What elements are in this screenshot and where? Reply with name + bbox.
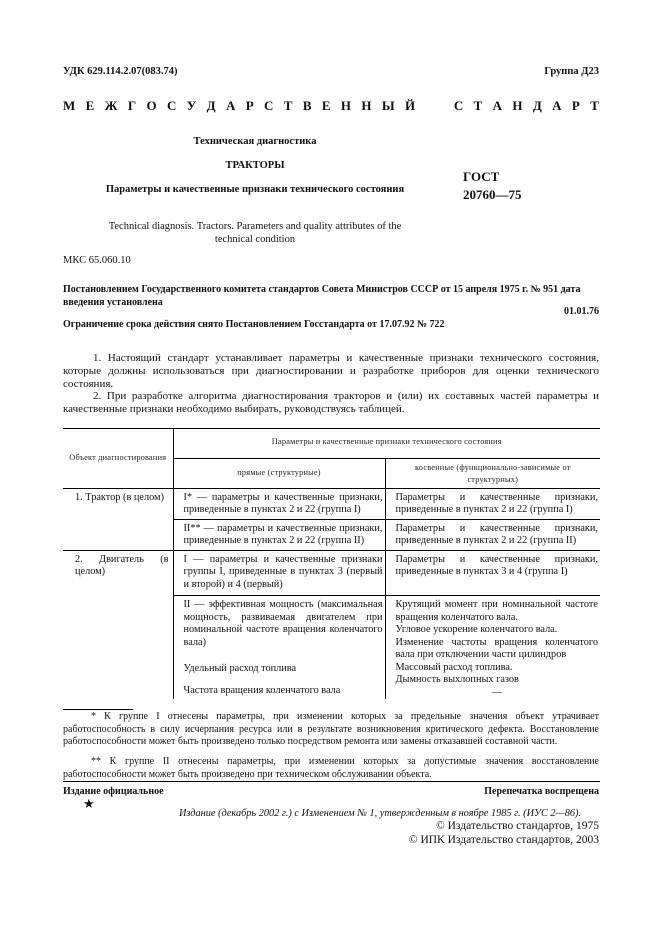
footer-divider — [63, 781, 600, 782]
header-indirect: косвенные (функционально-зависимые от структурных) — [385, 458, 600, 488]
paragraph-1: 1. Настоящий стандарт устанавливает параметры и качественные признаки технического состояния, которые должны использоваться при диагностировании и разработке приборов для оценки технического состояния. — [63, 352, 599, 390]
banner-letter: Н — [361, 98, 372, 113]
banner-letter: У — [186, 98, 197, 113]
banner-letter: Р — [571, 98, 580, 113]
english-title: Technical diagnosis. Tractors. Parameters and quality attributes of the technical condition — [108, 221, 402, 245]
header-params: Параметры и качественные признаки технического состояния — [173, 429, 600, 459]
footnote-2: ** К группе II отнесены параметры, при изменении которых за допустимые значения восстановление работоспособности может быть произведено при техническом обслуживании объекта. — [63, 756, 599, 780]
banner-letter: Т — [473, 98, 483, 113]
engine-indirect-acceleration: Угловое ускорение коленчатого вала. — [395, 624, 558, 635]
banner-letter: А — [225, 98, 236, 113]
banner-letter: Н — [340, 98, 352, 113]
banner-letter: Д — [206, 98, 216, 113]
banner-letter: Й — [404, 98, 416, 113]
reprint-prohibited: Перепечатка воспрещена — [484, 786, 599, 797]
decree-text: Постановлением Государственного комитета стандартов Совета Министров СССР от 15 апреля 1975 г. № 951 дата введения установлена — [63, 284, 581, 308]
engine-indirect-torque: Крутящий момент при номинальной частоте вращения коленчатого вала. — [395, 599, 598, 623]
introduction-date: 01.01.76 — [564, 306, 599, 317]
banner-letter: А — [552, 98, 562, 113]
object-engine: 2. Двигатель (в целом) — [75, 553, 169, 577]
banner-letter: Р — [245, 98, 254, 113]
tractor-indirect-group-2: Параметры и качественные признаки, приведенные в пунктах 2 и 22 (группа II) — [385, 519, 600, 550]
banner-letter: С — [264, 98, 274, 113]
banner-letter: С — [167, 98, 177, 113]
header-object: Объект диагностирования — [69, 453, 167, 462]
banner-letter: С — [453, 98, 464, 113]
document-title: ТРАКТОРЫ — [225, 160, 285, 171]
banner-letter: Ж — [104, 98, 118, 113]
banner-letter: В — [302, 98, 312, 113]
udk-code: УДК 629.114.2.07(083.74) — [63, 66, 178, 77]
gost-number: 20760—75 — [463, 187, 522, 202]
subject-line: Техническая диагностика — [193, 136, 317, 147]
tractor-direct-group-2: II** — параметры и качественные признаки, приведенные в пунктах 2 и 22 (группа II) — [173, 519, 385, 550]
banner-letter: Г — [127, 98, 137, 113]
banner-letter: Д — [532, 98, 542, 113]
limitation-text: Ограничение срока действия снято Постановлением Госстандарта от 17.07.92 № 722 — [63, 319, 445, 330]
header-direct: прямые (структурные) — [173, 458, 385, 488]
banner-letter: Т — [283, 98, 293, 113]
banner-letter: М — [63, 98, 76, 113]
tractor-indirect-group-1: Параметры и качественные признаки, приведенные в пунктах 2 и 22 (группа I) — [385, 488, 600, 519]
star-icon: ★ — [83, 796, 95, 811]
engine-indirect-group-1: Параметры и качественные признаки, приведенные в пунктах 3 и 4 (группа I) — [385, 550, 600, 596]
banner-letter: О — [146, 98, 157, 113]
gost-label: ГОСТ — [463, 169, 500, 184]
paragraph-2: 2. При разработке алгоритма диагностирования тракторов и (или) их составных частей параметры и качественные признаки необходимо выбирать, руководствуясь таблицей. — [63, 390, 599, 415]
engine-indirect-smoke: Дымность выхлопных газов — [395, 674, 519, 685]
banner-letter: А — [492, 98, 502, 113]
object-tractor: 1. Трактор (в целом) — [75, 491, 164, 503]
tractor-direct-group-1: I* — параметры и качественные признаки, приведенные в пунктах 2 и 22 (группа I) — [173, 488, 385, 519]
engine-indirect-dash: — — [491, 686, 502, 698]
banner-letter: Н — [512, 98, 523, 113]
footnote-divider — [63, 709, 133, 710]
banner-letter: Т — [590, 98, 599, 113]
parameters-table — [63, 428, 600, 699]
mks-code: МКС 65.060.10 — [63, 255, 131, 266]
banner-letter: Ы — [381, 98, 395, 113]
copyright-2003: © ИПК Издательство стандартов, 2003 — [408, 834, 599, 846]
engine-direct-rpm: Частота вращения коленчатого вала — [183, 684, 341, 696]
engine-direct-group-1: I — параметры и качественные признаки группы I, приведенные в пунктах 3 (первый и второй) и 4 (первый) — [173, 550, 385, 596]
document-subtitle: Параметры и качественные признаки технического состояния — [105, 184, 405, 195]
gost-designation — [463, 168, 522, 204]
copyright-1975: © Издательство стандартов, 1975 — [435, 820, 599, 832]
engine-indirect-cylinders: Изменение частоты вращения коленчатого вала при отключении части цилиндров — [395, 636, 598, 660]
banner-letter: Е — [321, 98, 331, 113]
engine-direct-power: II — эффективная мощность (максимальная мощность, развиваемая двигателем при номинальной частоте вращения коленчатого вала) — [183, 599, 383, 648]
group-code: Группа Д23 — [544, 66, 599, 77]
banner-gap — [425, 98, 443, 114]
official-edition: Издание официальное — [63, 786, 164, 797]
edition-note: Издание (декабрь 2002 г.) с Изменением № 1, утвержденным в ноябре 1985 г. (ИУС 2—86). — [178, 808, 581, 819]
engine-direct-fuel: Удельный расход топлива — [183, 663, 297, 674]
engine-indirect-fuel-flow: Массовый расход топлива. — [395, 661, 513, 673]
banner-letter: Е — [85, 98, 95, 113]
standard-banner — [63, 98, 599, 114]
footnote-1: * К группе I отнесены параметры, при изменении которых за предельные значения объект утрачивает работоспособность в силу исчерпания ресурса или в результате возникновения критического дефекта. Восстановление работоспособности может быть произведено только посредством ремонта или замены отказавшей составной части. — [63, 711, 599, 747]
